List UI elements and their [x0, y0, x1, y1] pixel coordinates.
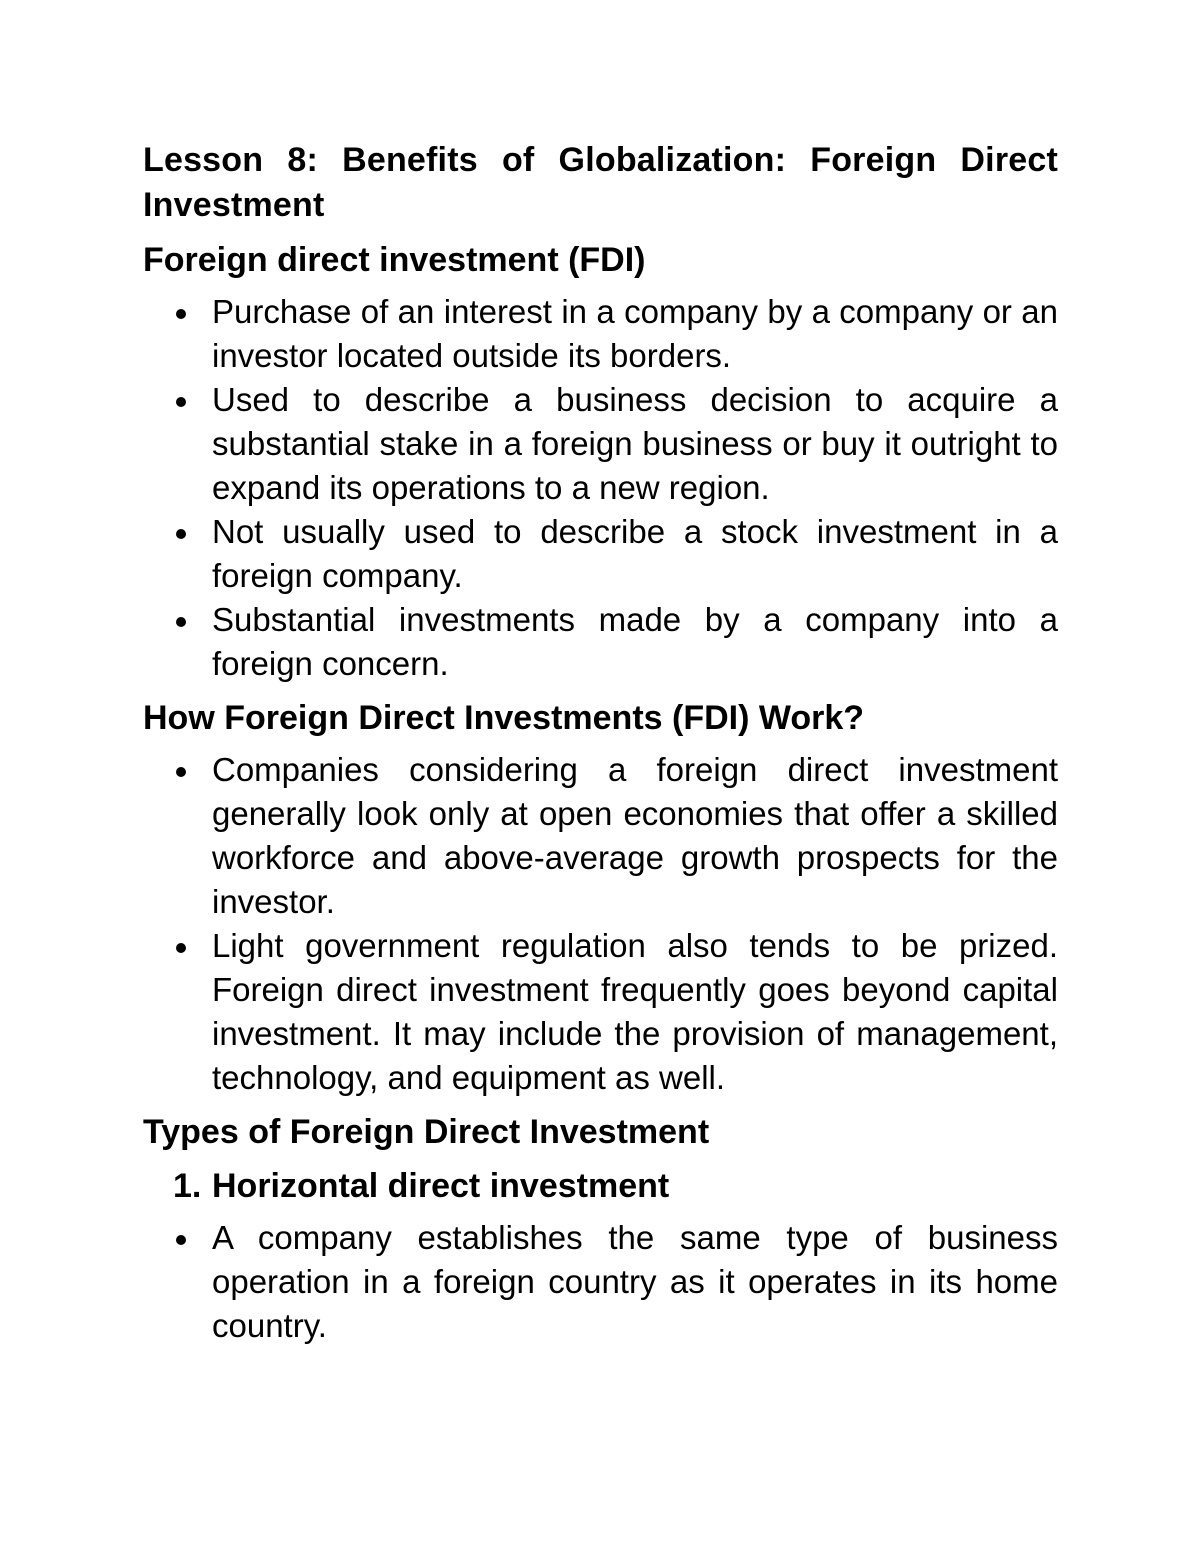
item-label: Horizontal direct investment: [212, 1167, 670, 1205]
item-number: 1.: [173, 1167, 202, 1205]
bullet-icon: [176, 309, 186, 319]
list-item: [143, 510, 1058, 598]
list-item: [143, 748, 1058, 924]
bullet-icon: [176, 529, 186, 539]
list-item-text: Not usually used to describe a stock investment in a foreign company.: [212, 513, 1058, 594]
bullet-icon: [176, 397, 186, 407]
document-page: [143, 138, 1058, 1348]
list-item-text: Light government regulation also tends to be prized. Foreign direct investment frequently goes beyond capital investment. It may include the provision of management, technology, and equipment as well.: [212, 927, 1058, 1096]
list-item-text: Substantial investments made by a company into a foreign concern.: [212, 601, 1058, 682]
list-item: [143, 290, 1058, 378]
fdi-definition-list: [143, 290, 1058, 686]
list-item: [143, 598, 1058, 686]
list-item: [143, 378, 1058, 510]
bullet-icon: [176, 767, 186, 777]
list-item-text: Companies considering a foreign direct investment generally look only at open economies that offer a skilled workforce and above-average growth prospects for the investor.: [212, 751, 1058, 920]
bullet-icon: [176, 1235, 186, 1245]
bullet-icon: [176, 943, 186, 953]
list-item: [143, 924, 1058, 1100]
section-heading-fdi: Foreign direct investment (FDI): [143, 241, 646, 279]
horizontal-investment-list: [143, 1216, 1058, 1348]
numbered-item-horizontal: [143, 1164, 1058, 1208]
list-item-text: Purchase of an interest in a company by a company or an investor located outside its borders.: [212, 293, 1058, 374]
lesson-title: Lesson 8: Benefits of Globalization: Foreign Direct Investment: [143, 141, 1058, 224]
list-item-text: Used to describe a business decision to acquire a substantial stake in a foreign business or buy it outright to expand its operations to a new region.: [212, 381, 1058, 506]
section-heading-fdi-types: Types of Foreign Direct Investment: [143, 1113, 710, 1151]
bullet-icon: [176, 617, 186, 627]
section-heading-how-fdi-works: How Foreign Direct Investments (FDI) Work?: [143, 699, 865, 737]
fdi-work-list: [143, 748, 1058, 1100]
list-item-text: A company establishes the same type of business operation in a foreign country as it operates in its home country.: [212, 1219, 1058, 1344]
list-item: [143, 1216, 1058, 1348]
